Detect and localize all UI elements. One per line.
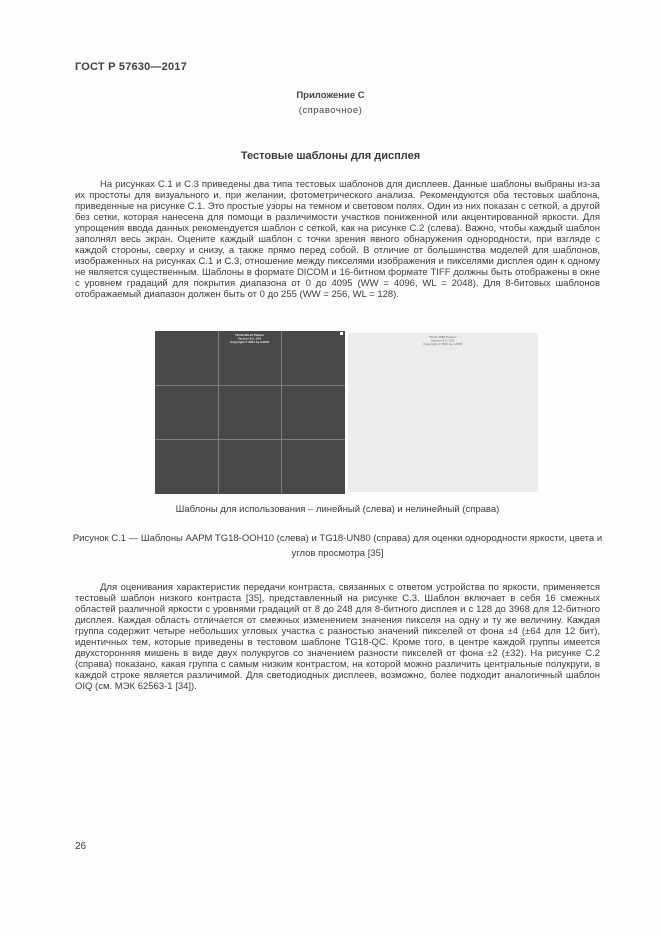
- appendix-note: (справочное): [298, 105, 363, 116]
- corner-marker-dot: [340, 332, 343, 335]
- pattern-copyright-line: Copyright © 2001 by AAPM: [423, 343, 463, 346]
- page-number: 26: [75, 841, 87, 852]
- figure-c1-images: [155, 331, 538, 494]
- document-code-header: ГОСТ Р 57630—2017: [75, 61, 187, 73]
- paragraph-uniformity: На рисунках С.1 и С.3 приведены два типа тестовых шаблонов для дисплеев. Данные шаблоны выбраны из-за их простоты для визуального и, при желании, фотометрического анализа. Рекомендуются оба тестовых шаблона, приведенные на рисунке С.1. Это простые узоры на темном и световом полях. Один из них показан с сеткой, а другой без сетки, которая нанесена для помощи в различимости участков пониженной или акцентированной яркости. Для упрощения ввода данных рекомендуется шаблон с сеткой, как на рисунке С.2 (слева). Важно, чтобы каждый шаблон заполнял весь экран. Оцените каждый шаблон с точки зрения явного обнаружения однородности, при взгляде с каждой стороны, сверху и снизу, а также прямо перед собой. В отличие от большинства моделей для шаблонов, изображенных на рисунках С.1 и С.3, отношение между пикселями изображения и пикселями дисплея один к одному не является существенным. Шаблоны в формате DICOM и 16-битном формате TIFF должны быть отображены в окне с уровнем градаций для покрытия диапазона от 0 до 4095 (WW = 4096, WL = 2048). Для 8-битовых шаблонов отображаемый диапазон должен быть от 0 до 255 (WW = 256, WL = 128).: [75, 179, 600, 300]
- grid-cell: [219, 440, 282, 494]
- test-pattern-nonlinear-image: [348, 333, 538, 492]
- uniformity-grid: [155, 331, 345, 494]
- pattern-title-line: TG18-UNL10 Pattern: [235, 334, 265, 337]
- grid-cell: [155, 331, 218, 385]
- section-title: Тестовые шаблоны для дисплея: [240, 150, 421, 162]
- test-pattern-linear-image: [155, 331, 345, 494]
- grid-cell: [282, 386, 345, 440]
- pattern-title-line: TG18-UN80 Pattern: [429, 336, 457, 339]
- pattern-copyright-line: Copyright © 2001 by AAPM: [230, 341, 270, 344]
- grid-cell: [219, 386, 282, 440]
- pattern-version-line: Version 8.0, 1/01: [431, 339, 455, 343]
- grid-cell: [282, 440, 345, 494]
- figure-subcaption: Шаблоны для использования – линейный (слева) и нелинейный (справа): [175, 504, 500, 515]
- grid-cell: [282, 331, 345, 385]
- figure-caption: Рисунок С.1 — Шаблоны AAPM TG18-OOH10 (слева) и TG18-UN80 (справа) для оценки однородности яркости, цвета и углов просмотра [35]: [72, 533, 603, 559]
- grid-cell: [155, 386, 218, 440]
- paragraph-contrast: Для оценивания характеристик передачи контраста, связанных с ответом устройства по яркости, применяется тестовый шаблон низкого контраста [35], представленный на рисунке С.3. Шаблон включает в себя 16 смежных областей различной яркости с уровнями градаций от 8 до 248 для 8-битного дисплея и с 128 до 3968 для 12-битного дисплея. Каждая область отличается от смежных изменением значения пикселя на одну и ту же величину. Каждая группа содержит четыре небольших угловых участка с разностью значений пикселей от фона ±4 (±64 для 12 бит), идентичных тем, которые приведены в тестовом шаблоне TG18-QC. Кроме того, в центре каждой группы имеется двухсторонняя мишень в виде двух полукругов со значением разности пикселей от фона ±2 (±32). На рисунке С.2 (справа) показано, какая группа с самым низким контрастом, на которой можно различить центральные полукруги, в каждой строке является различимой. Для светодиодных дисплеев, возможно, более подходит аналогичный шаблон OIQ (см. МЭК 62563-1 [34]).: [75, 582, 600, 692]
- grid-cell: [155, 440, 218, 494]
- grid-cell: [219, 331, 282, 385]
- pattern-version-line: Version 8.0, 1/01: [238, 337, 262, 341]
- pattern-header-right: [348, 336, 538, 359]
- appendix-label: Приложение С: [296, 90, 365, 101]
